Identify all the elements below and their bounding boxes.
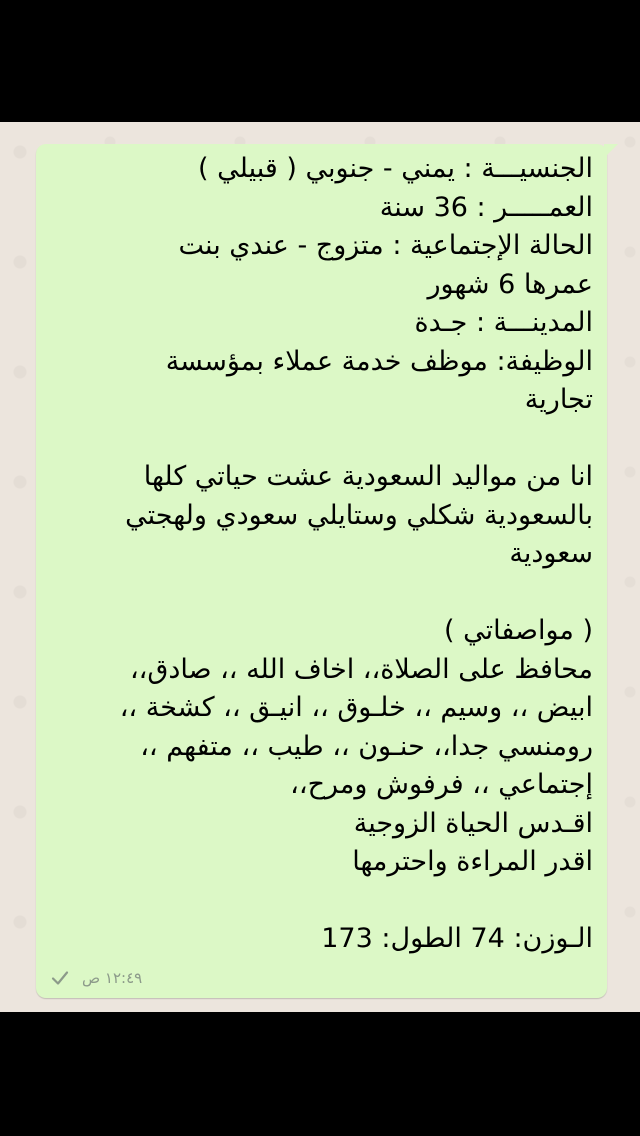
message-line-traits-2: ابيض ،، وسيم ،، خلـوق ،، انيـق ،، كشخة ،، bbox=[119, 692, 593, 723]
message-line-style-continued: سعودية bbox=[509, 538, 593, 569]
single-check-icon bbox=[50, 968, 70, 988]
message-line-weight-height: الـوزن: 74 الطول: 173 bbox=[321, 923, 593, 954]
message-line-job: الوظيفة: موظف خدمة عملاء بمؤسسة bbox=[165, 345, 593, 377]
message-meta bbox=[50, 966, 142, 990]
message-blank-line bbox=[53, 574, 593, 613]
message-line-city: المدينـــة : جـدة bbox=[414, 307, 593, 338]
message-blank-line bbox=[53, 420, 593, 459]
message-line-respect: اقدر المراءة واحترمها bbox=[352, 846, 593, 877]
message-text bbox=[53, 150, 593, 959]
message-line-nationality: الجنسيـــة : يمني - جنوبي ( قبيلي ) bbox=[198, 153, 593, 184]
message-line-marriage: اقـدس الحياة الزوجية bbox=[353, 807, 593, 839]
message-line-daughter-age: عمرها 6 شهور bbox=[427, 268, 593, 300]
chat-wallpaper bbox=[0, 122, 640, 1012]
message-line-traits-heading: ( مواصفاتي ) bbox=[444, 615, 593, 646]
message-line-style: بالسعودية شكلي وستايلي سعودي ولهجتي bbox=[125, 499, 593, 531]
bubble-tail bbox=[604, 144, 618, 158]
message-line-traits-3: رومنسي جدا،، حنـون ،، طيب ،، متفهم ،، bbox=[140, 730, 593, 762]
outgoing-message-bubble[interactable] bbox=[36, 144, 607, 998]
message-line-age: العمـــــر : 36 سنة bbox=[379, 191, 593, 223]
message-timestamp: ١٢:٤٩ ص bbox=[82, 969, 143, 987]
message-blank-line bbox=[53, 882, 593, 921]
message-line-job-continued: تجارية bbox=[524, 384, 593, 415]
message-line-traits-4: إجتماعي ،، فرفوش ومرح،، bbox=[290, 769, 593, 800]
message-line-traits-1: محافظ على الصلاة،، اخاف الله ،، صادق،، bbox=[129, 653, 593, 685]
message-line-birthplace: انا من مواليد السعودية عشت حياتي كلها bbox=[143, 461, 593, 492]
message-line-marital-status: الحالة الإجتماعية : متزوج - عندي بنت bbox=[178, 230, 593, 261]
